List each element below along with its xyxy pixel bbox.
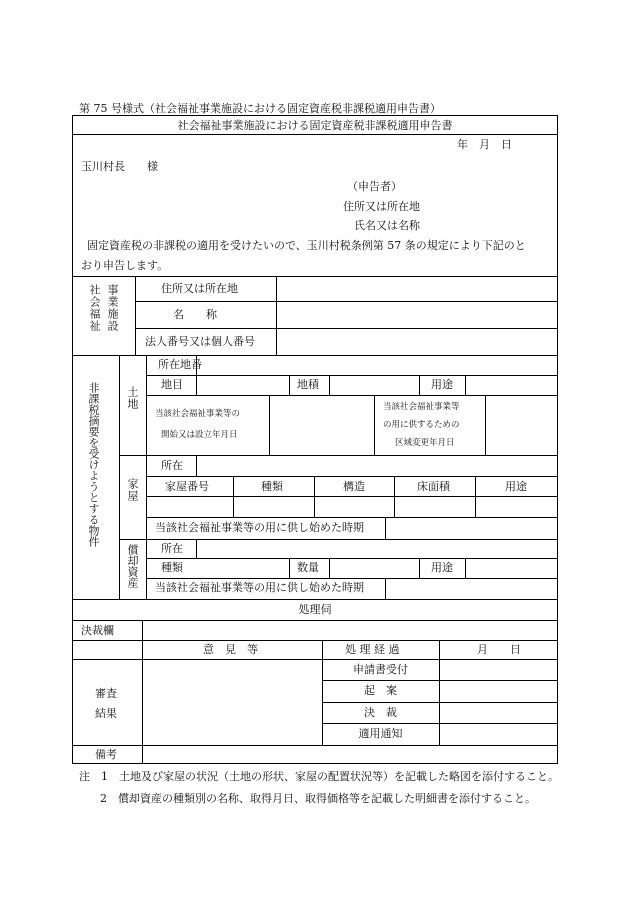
land-location-label: 所在地番 bbox=[158, 358, 202, 371]
depreciable-type-label: 種類 bbox=[161, 561, 183, 574]
house-location-label: 所在 bbox=[161, 459, 183, 472]
land-start-date-line-2: 開始又は設立年月日 bbox=[161, 430, 238, 440]
house-type-label: 種類 bbox=[261, 480, 283, 493]
review-label: 審査 bbox=[95, 687, 117, 700]
facility-address-label: 住所又は所在地 bbox=[161, 282, 238, 295]
land-area-label: 地積 bbox=[297, 378, 319, 391]
opinion-header: 意 見 等 bbox=[203, 643, 258, 656]
depreciable-label: 償却資産 bbox=[126, 544, 139, 588]
facility-corp-number-field[interactable] bbox=[277, 329, 557, 355]
depreciable-location-label: 所在 bbox=[161, 542, 183, 555]
decision-label: 決裁欄 bbox=[81, 624, 114, 637]
facility-address-field[interactable] bbox=[277, 277, 557, 301]
note-2: 2 償却資産の種類別の名称、取得月日、取得価格等を記載した明細書を添付すること。 bbox=[100, 792, 536, 805]
process-header: 処 理 経 過 bbox=[345, 643, 400, 656]
facility-name-field[interactable] bbox=[277, 302, 557, 328]
form-number: 第 75 号様式（社会福祉事業施設における固定資産税非課税適用申告書） bbox=[79, 102, 441, 115]
applicant-name-label: 氏名又は名称 bbox=[354, 219, 420, 232]
application-form bbox=[72, 115, 558, 764]
declaration-line-2: おり申告します。 bbox=[81, 259, 169, 272]
note-1: 注 1 土地及び家屋の状況（土地の形状、家屋の配置状況等）を記載した略図を添付すること。 bbox=[79, 770, 559, 783]
step-application-notice: 適用通知 bbox=[358, 727, 403, 740]
form-title: 社会福祉事業施設における固定資産税非課税適用申告書 bbox=[177, 119, 453, 132]
land-label: 土地 bbox=[126, 386, 139, 410]
land-start-date-line-1: 当該社会福祉事業等の bbox=[155, 409, 241, 419]
date-line: 年 月 日 bbox=[457, 138, 512, 151]
house-label: 家屋 bbox=[126, 478, 139, 502]
facility-corp-number-label: 法人番号又は個人番号 bbox=[145, 335, 255, 348]
facility-label-col1: 事業施設 bbox=[106, 284, 119, 332]
step-draft: 起 案 bbox=[364, 684, 397, 697]
land-change-line-3: 区域変更年月日 bbox=[395, 438, 455, 448]
property-label: 非課税摘要を受けようとする物件 bbox=[87, 382, 100, 547]
house-use-label: 用途 bbox=[505, 480, 527, 493]
land-category-label: 地目 bbox=[161, 378, 183, 391]
house-structure-label: 構造 bbox=[343, 480, 365, 493]
depreciable-use-label: 用途 bbox=[431, 561, 453, 574]
house-start-use-label: 当該社会福祉事業等の用に供し始めた時期 bbox=[155, 521, 364, 534]
result-label: 結果 bbox=[95, 707, 117, 720]
applicant-address-label: 住所又は所在地 bbox=[343, 200, 420, 213]
land-use-label: 用途 bbox=[431, 378, 453, 391]
step-application-received: 申請書受付 bbox=[353, 663, 408, 676]
house-number-label: 家屋番号 bbox=[165, 480, 209, 493]
addressee: 玉川村長 様 bbox=[81, 160, 158, 173]
step-approval: 決 裁 bbox=[364, 706, 397, 719]
facility-label-col2: 社会福祉 bbox=[88, 284, 101, 332]
land-change-line-1: 当該社会福祉事業等 bbox=[383, 402, 460, 412]
house-floor-area-label: 床面積 bbox=[417, 480, 450, 493]
depreciable-quantity-label: 数量 bbox=[297, 561, 319, 574]
remarks-label: 備考 bbox=[95, 748, 117, 761]
processing-title: 処理伺 bbox=[298, 603, 332, 616]
declaration-line-1: 固定資産税の非課税の適用を受けたいので、玉川村税条例第 57 条の規定により下記のと bbox=[87, 239, 526, 252]
land-change-line-2: の用に供するための bbox=[383, 420, 460, 430]
facility-name-label: 名 称 bbox=[173, 308, 217, 321]
month-day-header: 月 日 bbox=[477, 643, 521, 656]
depreciable-start-use-label: 当該社会福祉事業等の用に供し始めた時期 bbox=[155, 581, 364, 594]
applicant-label: （申告者） bbox=[347, 180, 402, 193]
